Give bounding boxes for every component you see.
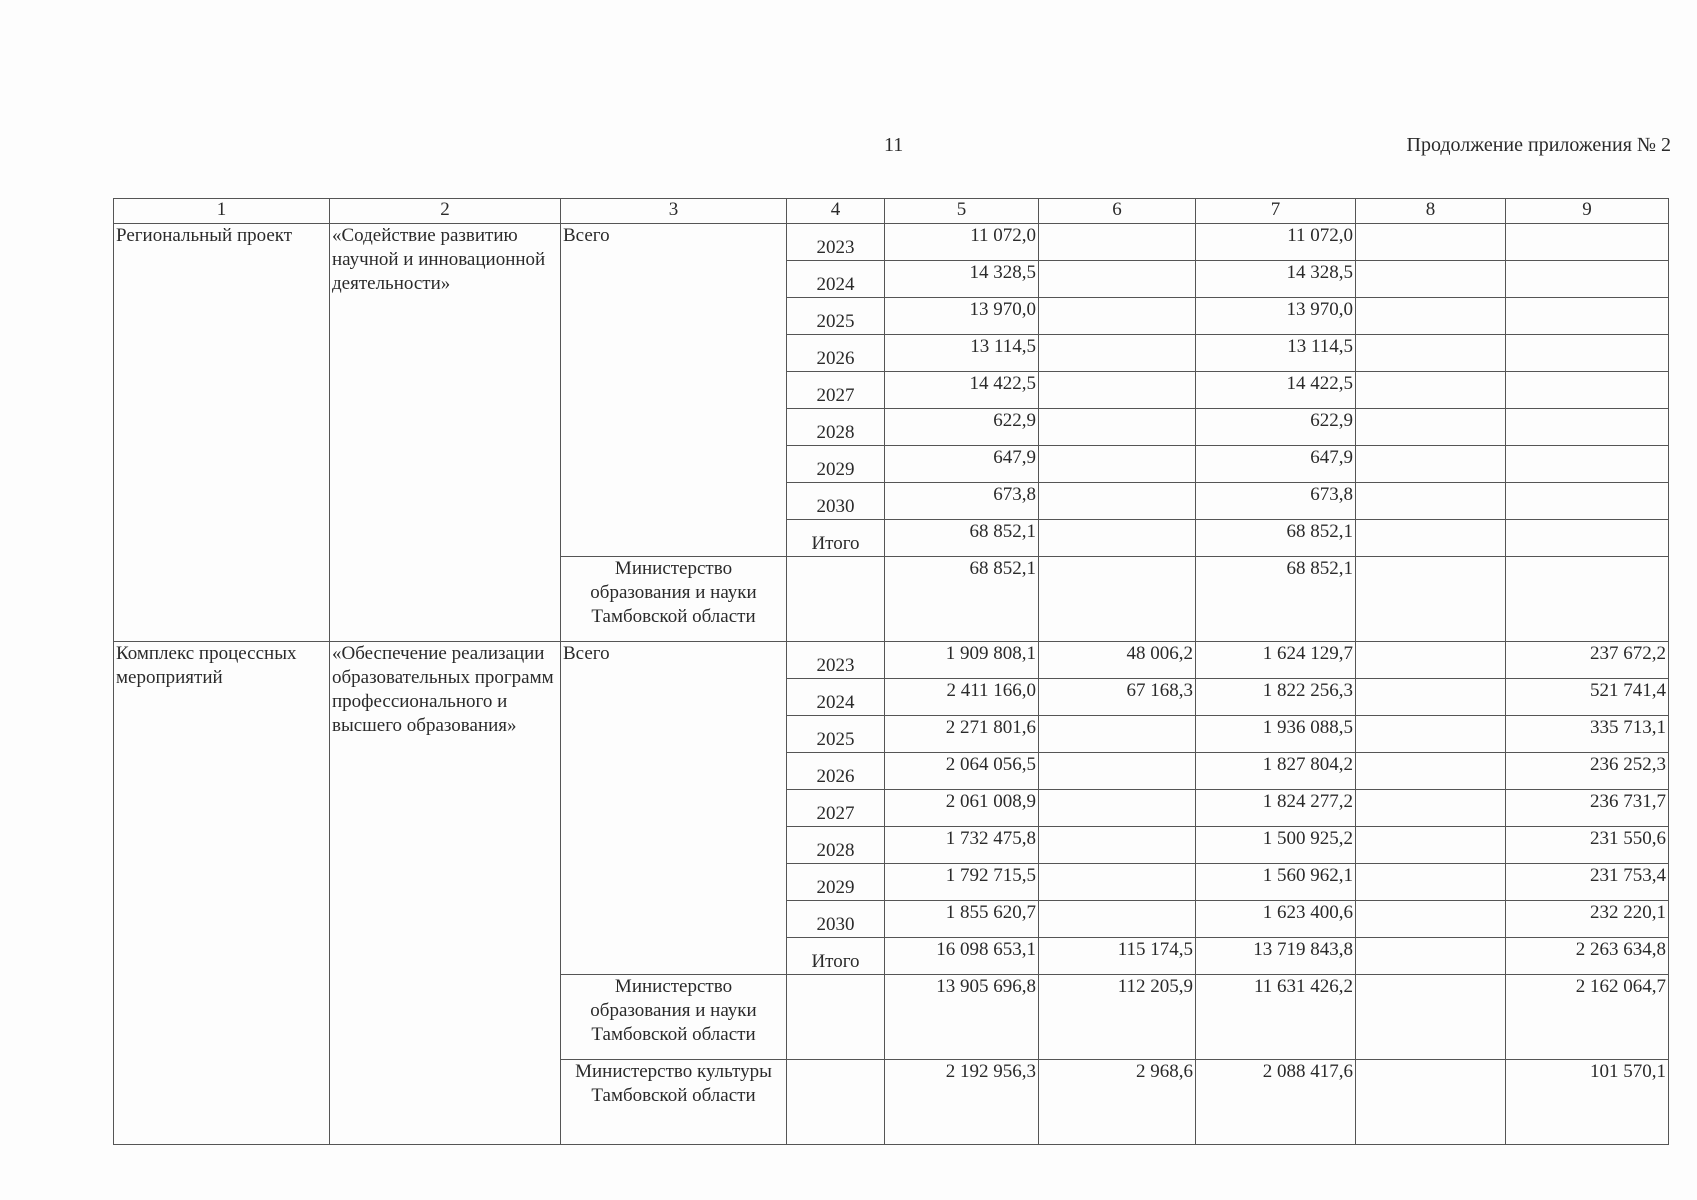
value-cell: 231 753,4 bbox=[1506, 864, 1669, 901]
value-cell: 68 852,1 bbox=[885, 557, 1039, 642]
year-cell: 2028 bbox=[787, 409, 885, 446]
value-cell: 1 732 475,8 bbox=[885, 827, 1039, 864]
value-cell: 1 824 277,2 bbox=[1196, 790, 1356, 827]
value-cell bbox=[1506, 520, 1669, 557]
total-label: Всего bbox=[561, 224, 787, 557]
value-cell bbox=[1356, 753, 1506, 790]
value-cell: 11 072,0 bbox=[885, 224, 1039, 261]
value-cell bbox=[1039, 753, 1196, 790]
year-cell: 2023 bbox=[787, 642, 885, 679]
value-cell: 2 064 056,5 bbox=[885, 753, 1039, 790]
empty-year-cell bbox=[787, 1060, 885, 1145]
value-cell: 2 271 801,6 bbox=[885, 716, 1039, 753]
year-cell: 2027 bbox=[787, 372, 885, 409]
measure-name: «Содействие развитию научной и инновационной деятельности» bbox=[330, 224, 561, 642]
year-cell: Итого bbox=[787, 938, 885, 975]
value-cell: 1 623 400,6 bbox=[1196, 901, 1356, 938]
value-cell bbox=[1356, 1060, 1506, 1145]
column-header: 8 bbox=[1356, 199, 1506, 224]
year-cell: 2026 bbox=[787, 335, 885, 372]
value-cell bbox=[1356, 642, 1506, 679]
value-cell: 11 631 426,2 bbox=[1196, 975, 1356, 1060]
year-cell: 2030 bbox=[787, 901, 885, 938]
value-cell bbox=[1356, 446, 1506, 483]
value-cell bbox=[1039, 716, 1196, 753]
value-cell bbox=[1039, 827, 1196, 864]
year-cell: Итого bbox=[787, 520, 885, 557]
organization-name: Министерство образования и науки Тамбовской области bbox=[561, 975, 787, 1060]
value-cell bbox=[1039, 520, 1196, 557]
value-cell: 68 852,1 bbox=[1196, 557, 1356, 642]
measure-type: Комплекс процессных мероприятий bbox=[114, 642, 330, 1145]
year-cell: 2029 bbox=[787, 864, 885, 901]
value-cell: 2 968,6 bbox=[1039, 1060, 1196, 1145]
value-cell: 68 852,1 bbox=[885, 520, 1039, 557]
measure-type: Региональный проект bbox=[114, 224, 330, 642]
value-cell: 2 088 417,6 bbox=[1196, 1060, 1356, 1145]
value-cell: 2 061 008,9 bbox=[885, 790, 1039, 827]
value-cell: 1 624 129,7 bbox=[1196, 642, 1356, 679]
value-cell bbox=[1356, 557, 1506, 642]
year-cell: 2025 bbox=[787, 716, 885, 753]
value-cell: 1 500 925,2 bbox=[1196, 827, 1356, 864]
organization-name: Министерство образования и науки Тамбовской области bbox=[561, 557, 787, 642]
value-cell bbox=[1506, 335, 1669, 372]
value-cell: 521 741,4 bbox=[1506, 679, 1669, 716]
value-cell: 237 672,2 bbox=[1506, 642, 1669, 679]
value-cell bbox=[1506, 557, 1669, 642]
column-header: 7 bbox=[1196, 199, 1356, 224]
value-cell bbox=[1039, 409, 1196, 446]
value-cell bbox=[1356, 938, 1506, 975]
value-cell bbox=[1356, 864, 1506, 901]
value-cell: 68 852,1 bbox=[1196, 520, 1356, 557]
page-number: 11 bbox=[884, 134, 904, 156]
value-cell bbox=[1356, 261, 1506, 298]
year-cell: 2025 bbox=[787, 298, 885, 335]
column-header: 1 bbox=[114, 199, 330, 224]
value-cell bbox=[1506, 261, 1669, 298]
value-cell: 1 822 256,3 bbox=[1196, 679, 1356, 716]
table-row bbox=[114, 224, 1669, 261]
value-cell bbox=[1039, 298, 1196, 335]
value-cell: 14 328,5 bbox=[885, 261, 1039, 298]
value-cell bbox=[1039, 446, 1196, 483]
value-cell: 1 827 804,2 bbox=[1196, 753, 1356, 790]
empty-year-cell bbox=[787, 557, 885, 642]
value-cell: 1 936 088,5 bbox=[1196, 716, 1356, 753]
value-cell: 622,9 bbox=[885, 409, 1039, 446]
year-cell: 2030 bbox=[787, 483, 885, 520]
value-cell bbox=[1506, 224, 1669, 261]
value-cell bbox=[1356, 483, 1506, 520]
value-cell: 2 411 166,0 bbox=[885, 679, 1039, 716]
value-cell bbox=[1356, 298, 1506, 335]
value-cell bbox=[1039, 261, 1196, 298]
value-cell: 101 570,1 bbox=[1506, 1060, 1669, 1145]
year-cell: 2023 bbox=[787, 224, 885, 261]
value-cell: 2 263 634,8 bbox=[1506, 938, 1669, 975]
value-cell bbox=[1039, 483, 1196, 520]
value-cell bbox=[1039, 901, 1196, 938]
value-cell: 2 162 064,7 bbox=[1506, 975, 1669, 1060]
value-cell: 232 220,1 bbox=[1506, 901, 1669, 938]
value-cell bbox=[1039, 224, 1196, 261]
value-cell: 647,9 bbox=[885, 446, 1039, 483]
year-cell: 2028 bbox=[787, 827, 885, 864]
value-cell: 1 855 620,7 bbox=[885, 901, 1039, 938]
value-cell bbox=[1356, 520, 1506, 557]
table-row bbox=[114, 642, 1669, 679]
value-cell: 647,9 bbox=[1196, 446, 1356, 483]
value-cell bbox=[1506, 298, 1669, 335]
appendix-continuation-note: Продолжение приложения № 2 bbox=[1406, 134, 1671, 156]
column-number-row bbox=[114, 199, 1669, 224]
budget-table bbox=[113, 198, 1669, 1145]
value-cell: 1 560 962,1 bbox=[1196, 864, 1356, 901]
value-cell: 14 328,5 bbox=[1196, 261, 1356, 298]
empty-year-cell bbox=[787, 975, 885, 1060]
value-cell: 673,8 bbox=[1196, 483, 1356, 520]
value-cell bbox=[1039, 335, 1196, 372]
value-cell bbox=[1356, 679, 1506, 716]
value-cell: 48 006,2 bbox=[1039, 642, 1196, 679]
value-cell bbox=[1356, 790, 1506, 827]
value-cell: 13 114,5 bbox=[1196, 335, 1356, 372]
value-cell bbox=[1356, 335, 1506, 372]
total-label: Всего bbox=[561, 642, 787, 975]
value-cell: 236 252,3 bbox=[1506, 753, 1669, 790]
value-cell bbox=[1356, 372, 1506, 409]
value-cell: 11 072,0 bbox=[1196, 224, 1356, 261]
year-cell: 2024 bbox=[787, 679, 885, 716]
value-cell: 13 970,0 bbox=[885, 298, 1039, 335]
column-header: 9 bbox=[1506, 199, 1669, 224]
column-header: 4 bbox=[787, 199, 885, 224]
value-cell: 2 192 956,3 bbox=[885, 1060, 1039, 1145]
value-cell bbox=[1356, 827, 1506, 864]
value-cell: 14 422,5 bbox=[1196, 372, 1356, 409]
value-cell bbox=[1356, 409, 1506, 446]
value-cell: 112 205,9 bbox=[1039, 975, 1196, 1060]
year-cell: 2027 bbox=[787, 790, 885, 827]
value-cell bbox=[1039, 864, 1196, 901]
value-cell: 67 168,3 bbox=[1039, 679, 1196, 716]
value-cell bbox=[1039, 557, 1196, 642]
value-cell: 14 422,5 bbox=[885, 372, 1039, 409]
measure-name: «Обеспечение реализации образовательных программ профессионального и высшего образования» bbox=[330, 642, 561, 1145]
value-cell bbox=[1356, 716, 1506, 753]
value-cell bbox=[1356, 901, 1506, 938]
value-cell: 231 550,6 bbox=[1506, 827, 1669, 864]
value-cell: 622,9 bbox=[1196, 409, 1356, 446]
value-cell: 13 114,5 bbox=[885, 335, 1039, 372]
value-cell: 1 792 715,5 bbox=[885, 864, 1039, 901]
year-cell: 2029 bbox=[787, 446, 885, 483]
value-cell: 13 719 843,8 bbox=[1196, 938, 1356, 975]
value-cell bbox=[1356, 224, 1506, 261]
organization-name: Министерство культуры Тамбовской области bbox=[561, 1060, 787, 1145]
value-cell: 13 970,0 bbox=[1196, 298, 1356, 335]
column-header: 2 bbox=[330, 199, 561, 224]
value-cell bbox=[1356, 975, 1506, 1060]
value-cell bbox=[1039, 790, 1196, 827]
value-cell bbox=[1506, 483, 1669, 520]
year-cell: 2026 bbox=[787, 753, 885, 790]
value-cell bbox=[1506, 409, 1669, 446]
value-cell: 115 174,5 bbox=[1039, 938, 1196, 975]
column-header: 5 bbox=[885, 199, 1039, 224]
value-cell: 335 713,1 bbox=[1506, 716, 1669, 753]
value-cell: 236 731,7 bbox=[1506, 790, 1669, 827]
value-cell bbox=[1039, 372, 1196, 409]
value-cell bbox=[1506, 446, 1669, 483]
value-cell: 1 909 808,1 bbox=[885, 642, 1039, 679]
value-cell bbox=[1506, 372, 1669, 409]
year-cell: 2024 bbox=[787, 261, 885, 298]
value-cell: 16 098 653,1 bbox=[885, 938, 1039, 975]
column-header: 6 bbox=[1039, 199, 1196, 224]
value-cell: 13 905 696,8 bbox=[885, 975, 1039, 1060]
column-header: 3 bbox=[561, 199, 787, 224]
value-cell: 673,8 bbox=[885, 483, 1039, 520]
